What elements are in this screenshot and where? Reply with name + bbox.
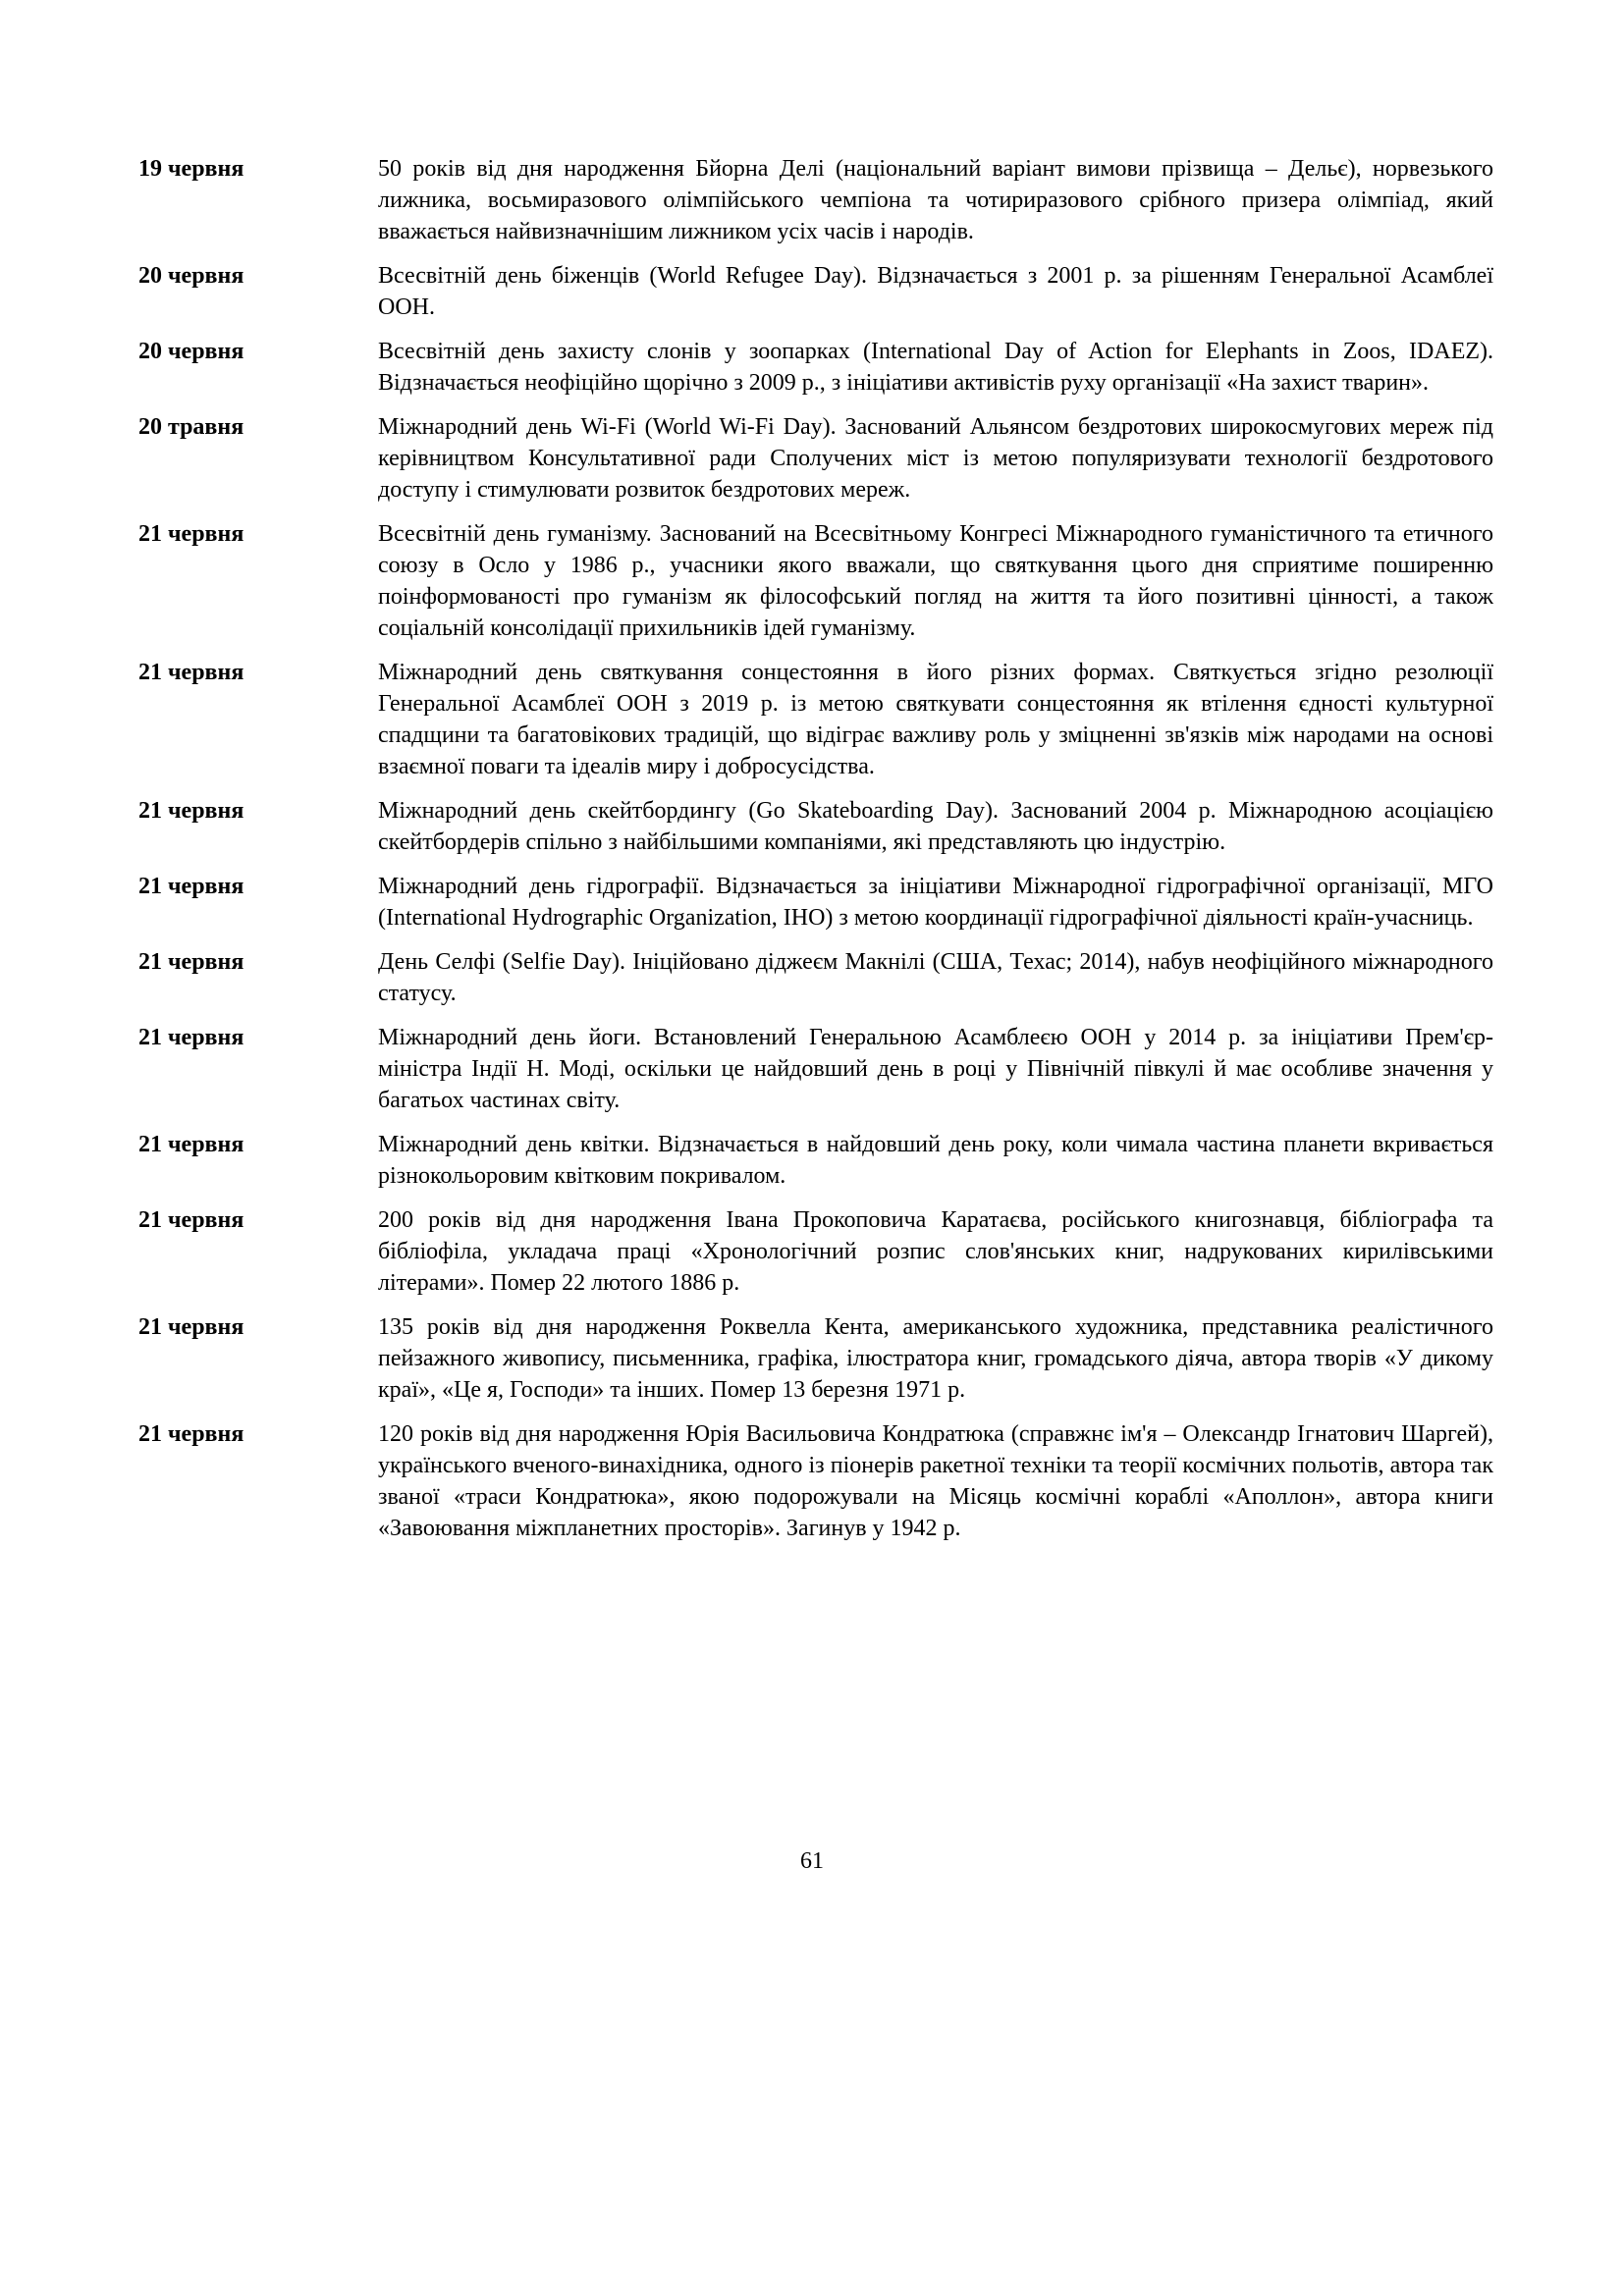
calendar-entry xyxy=(138,336,1493,399)
entry-date: 21 червня xyxy=(138,1207,244,1233)
entry-description: Всесвітній день захисту слонів у зоопарках (International Day of Action for Elephants in Zoos, IDAEZ). Відзначається неофіційно щорічно з 2009 р., з ініціативи активістів руху організації «На захист тварин». xyxy=(378,339,1493,396)
entry-date: 21 червня xyxy=(138,1132,244,1157)
page-number: 61 xyxy=(800,1848,824,1874)
calendar-entry xyxy=(138,260,1493,323)
calendar-entry xyxy=(138,411,1493,506)
entry-description: 135 років від дня народження Роквелла Кента, американського художника, представника реалістичного пейзажного живопису, письменника, графіка, ілюстратора книг, громадського діяча, автора творів «У дикому краї», «Це я, Господи» та інших. Помер 13 березня 1971 р. xyxy=(378,1314,1493,1403)
calendar-entry xyxy=(138,518,1493,644)
entry-date: 21 червня xyxy=(138,521,244,547)
entry-date: 20 червня xyxy=(138,339,244,364)
calendar-entry xyxy=(138,946,1493,1009)
entry-date: 19 червня xyxy=(138,156,244,182)
entry-date: 21 червня xyxy=(138,660,244,685)
entry-description: Міжнародний день квітки. Відзначається в найдовший день року, коли чимала частина планети вкривається різнокольоровим квітковим покривалом. xyxy=(378,1132,1493,1189)
calendar-entry xyxy=(138,871,1493,934)
entry-date: 20 травня xyxy=(138,414,244,440)
entry-description: День Селфі (Selfie Day). Ініційовано діджеєм Макнілі (США, Техас; 2014), набув неофіційного міжнародного статусу. xyxy=(378,949,1493,1006)
entry-description: Міжнародний день Wi-Fi (World Wi-Fi Day). Заснований Альянсом бездротових широкосмугових мереж під керівництвом Консультативної ради Сполучених міст із метою популяризувати технології бездротового доступу і стимулювати розвиток бездротових мереж. xyxy=(378,414,1493,503)
calendar-entry xyxy=(138,153,1493,247)
entry-description: 120 років від дня народження Юрія Васильовича Кондратюка (справжнє ім'я – Олександр Ігнатович Шаргей), українського вченого-винахідника, одного із піонерів ракетної техніки та теорії космічних польотів, автора так званої «траси Кондратюка», якою подорожували на Місяць космічні кораблі «Аполлон», автора книги «Завоювання міжпланетних просторів». Загинув у 1942 р. xyxy=(378,1421,1493,1541)
entry-date: 21 червня xyxy=(138,1025,244,1050)
entry-description: Міжнародний день гідрографії. Відзначається за ініціативи Міжнародної гідрографічної організації, МГО (International Hydrographic Organization, IHO) з метою координації гідрографічної діяльності країн-учасниць. xyxy=(378,874,1493,931)
calendar-entry xyxy=(138,1204,1493,1299)
calendar-entry xyxy=(138,657,1493,782)
calendar-entry xyxy=(138,1129,1493,1192)
entry-description: 200 років від дня народження Івана Прокоповича Каратаєва, російського книгознавця, бібліографа та бібліофіла, укладача праці «Хронологічний розпис слов'янських книг, надрукованих кирилівськими літерами». Помер 22 лютого 1886 р. xyxy=(378,1207,1493,1296)
entry-description: Всесвітній день гуманізму. Заснований на Всесвітньому Конгресі Міжнародного гуманістичного та етичного союзу в Осло у 1986 р., учасники якого вважали, що святкування цього дня сприятиме поширенню поінформованості про гуманізм як філософський погляд на життя та його позитивні цінності, а також соціальній консолідації прихильників ідей гуманізму. xyxy=(378,521,1493,641)
entry-date: 21 червня xyxy=(138,1421,244,1447)
entry-date: 21 червня xyxy=(138,798,244,824)
entry-date: 20 червня xyxy=(138,263,244,289)
calendar-entry xyxy=(138,795,1493,858)
calendar-entry xyxy=(138,1418,1493,1544)
entry-description: Міжнародний день святкування сонцестояння в його різних формах. Святкується згідно резолюції Генеральної Асамблеї ООН з 2019 р. із метою святкувати сонцестояння як втілення єдності культурної спадщини та багатовікових традицій, що відіграє важливу роль у зміцненні зв'язків між народами на основі взаємної поваги та ідеалів миру і добросусідства. xyxy=(378,660,1493,779)
entry-description: Міжнародний день скейтбордингу (Go Skateboarding Day). Заснований 2004 р. Міжнародною асоціацією скейтбордерів спільно з найбільшими компаніями, які представляють цю індустрію. xyxy=(378,798,1493,855)
calendar-entry xyxy=(138,1311,1493,1406)
calendar-entry xyxy=(138,1022,1493,1116)
entry-date: 21 червня xyxy=(138,874,244,899)
entry-date: 21 червня xyxy=(138,1314,244,1340)
entry-description: 50 років від дня народження Бйорна Делі (національний варіант вимови прізвища – Дельє), норвезького лижника, восьмиразового олімпійського чемпіона та чотириразового срібного призера олімпіад, який вважається найвизначнішим лижником усіх часів і народів. xyxy=(378,156,1493,244)
calendar-entries xyxy=(138,153,1493,1557)
entry-description: Міжнародний день йоги. Встановлений Генеральною Асамблеєю ООН у 2014 р. за ініціативи Прем'єр-міністра Індії Н. Моді, оскільки це найдовший день в році у Північній півкулі й має особливе значення у багатьох частинах світу. xyxy=(378,1025,1493,1113)
entry-description: Всесвітній день біженців (World Refugee Day). Відзначається з 2001 р. за рішенням Генеральної Асамблеї ООН. xyxy=(378,263,1493,320)
entry-date: 21 червня xyxy=(138,949,244,975)
